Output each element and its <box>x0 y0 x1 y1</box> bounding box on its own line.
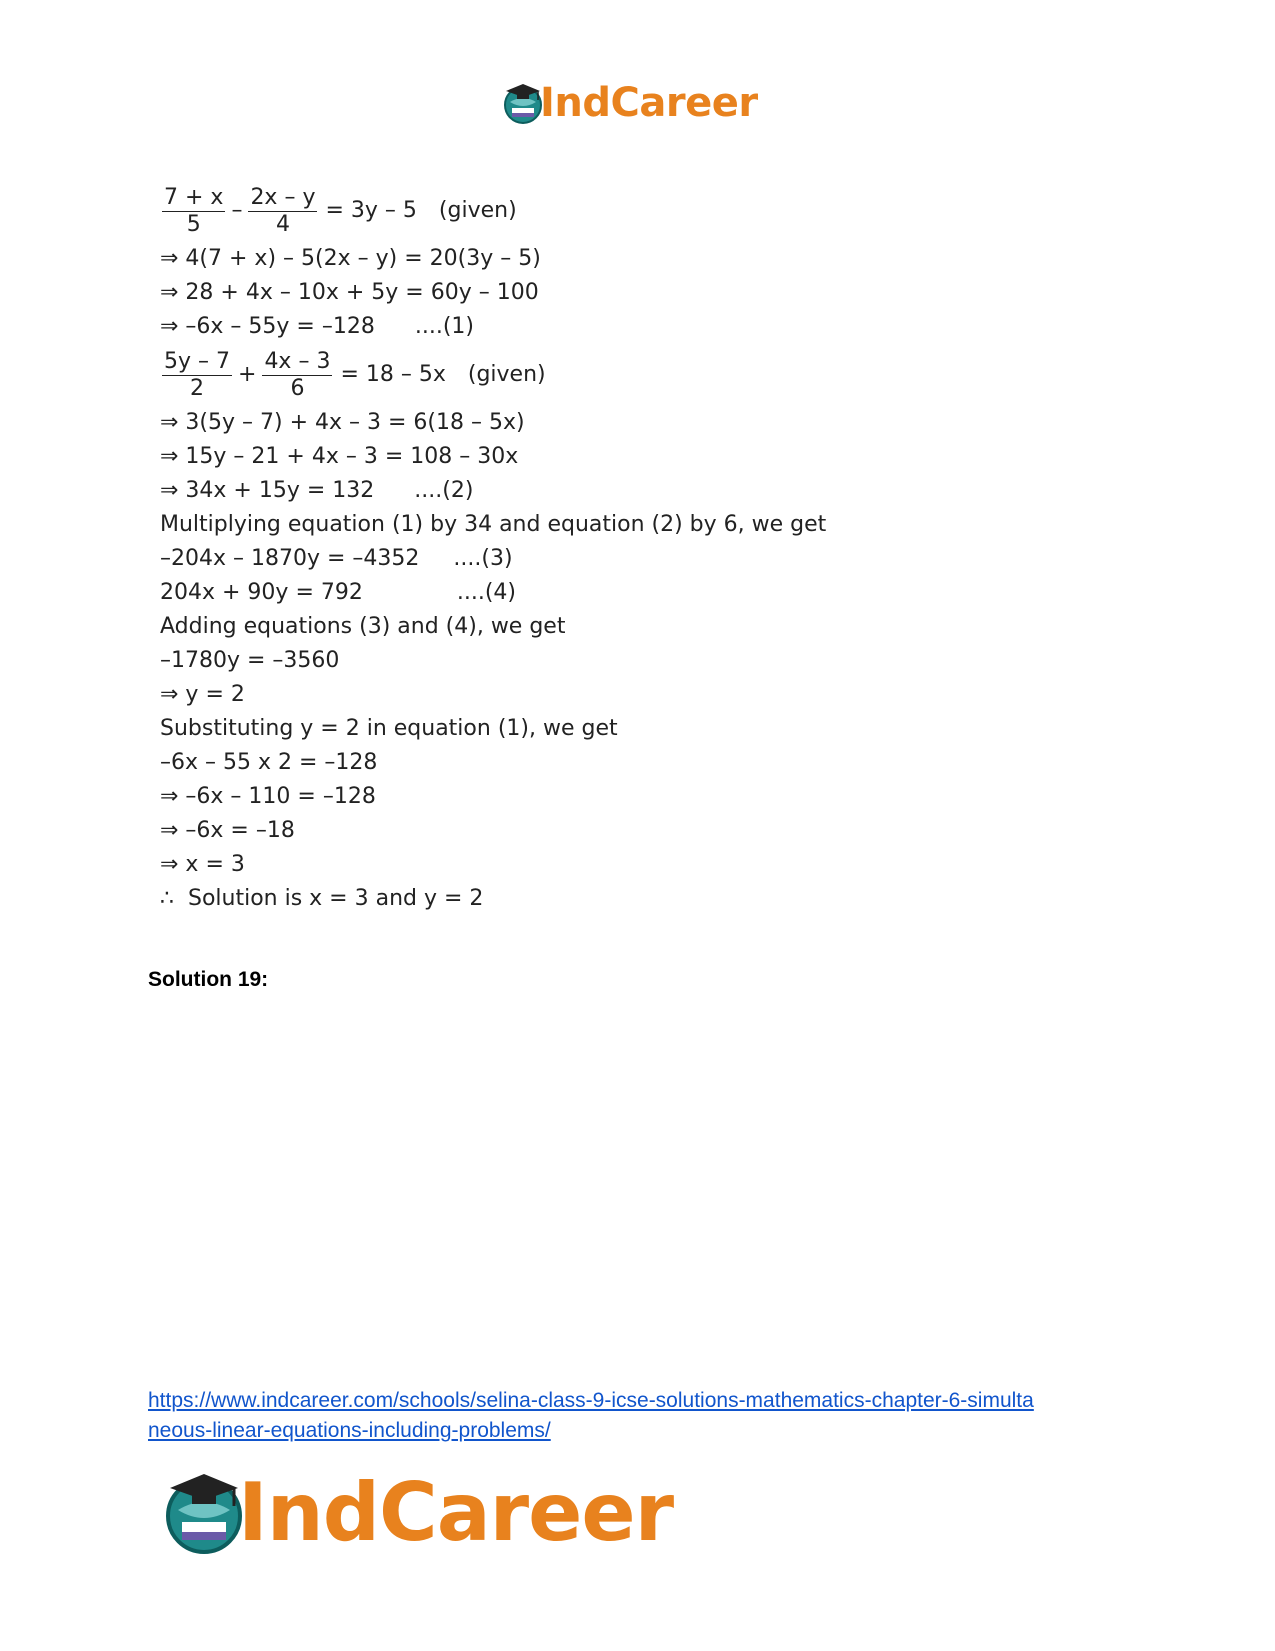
equation-line <box>160 542 920 576</box>
equation-line: ⇒ 4(7 + x) – 5(2x – y) = 20(3y – 5) <box>160 246 541 271</box>
equation-line <box>160 576 920 610</box>
source-link-line-1[interactable]: https://www.indcareer.com/schools/selina-class-9-icse-solutions-mathematics-chapter-6-simulta <box>148 1389 1034 1412</box>
equation-line: –1780y = –3560 <box>160 648 340 673</box>
denominator: 6 <box>290 375 305 401</box>
equation-tag: ....(1) <box>414 314 474 339</box>
numerator: 4x – 3 <box>264 348 331 374</box>
operator: + <box>238 362 257 387</box>
equation-line <box>160 180 920 242</box>
equation-line: ⇒ –6x = –18 <box>160 818 295 843</box>
equation-tag: ....(4) <box>456 580 516 605</box>
numerator: 2x – y <box>250 184 316 210</box>
explanation-text: Multiplying equation (1) by 34 and equation (2) by 6, we get <box>160 512 827 537</box>
globe-cap-icon <box>158 1466 250 1558</box>
math-solution <box>160 180 920 916</box>
numerator: 5y – 7 <box>164 348 230 374</box>
fraction <box>262 349 332 402</box>
equation-rhs: = 3y – 5 <box>325 198 417 223</box>
equation-line <box>160 310 920 344</box>
equation-line: ⇒ –6x – 110 = –128 <box>160 784 376 809</box>
equation-line <box>160 474 920 508</box>
equation-tag: ....(2) <box>414 478 474 503</box>
denominator: 2 <box>190 375 204 401</box>
footer-logo <box>158 1462 673 1562</box>
equation-line: ⇒ 15y – 21 + 4x – 3 = 108 – 30x <box>160 444 519 469</box>
equation-line: –6x – 55 x 2 = –128 <box>160 750 378 775</box>
header-logo-text: IndCareer <box>540 80 758 126</box>
fraction <box>162 185 225 238</box>
solution-heading: Solution 19: <box>148 968 269 991</box>
equation-text: ⇒ –6x – 55y = –128 <box>160 314 375 339</box>
equation-note: (given) <box>467 362 546 387</box>
equation-tag: ....(3) <box>453 546 513 571</box>
fraction <box>162 349 232 402</box>
footer-logo-text: IndCareer <box>238 1465 674 1559</box>
equation-line: ⇒ x = 3 <box>160 852 245 877</box>
source-link[interactable] <box>148 1386 1148 1446</box>
conclusion-line: ∴ Solution is x = 3 and y = 2 <box>160 886 484 911</box>
equation-line: ⇒ y = 2 <box>160 682 245 707</box>
equation-text: ⇒ 34x + 15y = 132 <box>160 478 375 503</box>
header-logo <box>500 78 758 128</box>
fraction <box>248 185 317 238</box>
explanation-text: Substituting y = 2 in equation (1), we get <box>160 716 618 741</box>
denominator: 5 <box>186 211 201 237</box>
equation-rhs: = 18 – 5x <box>340 362 446 387</box>
equation-line: ⇒ 28 + 4x – 10x + 5y = 60y – 100 <box>160 280 539 305</box>
operator: – <box>231 198 243 223</box>
equation-line <box>160 344 920 406</box>
equation-text: –204x – 1870y = –4352 <box>160 546 420 571</box>
denominator: 4 <box>275 211 290 237</box>
equation-note: (given) <box>438 198 517 223</box>
source-link-line-2[interactable]: neous-linear-equations-including-problems/ <box>148 1419 551 1442</box>
numerator: 7 + x <box>164 184 224 210</box>
explanation-text: Adding equations (3) and (4), we get <box>160 614 566 639</box>
equation-line: ⇒ 3(5y – 7) + 4x – 3 = 6(18 – 5x) <box>160 410 525 435</box>
equation-text: 204x + 90y = 792 <box>160 580 363 605</box>
